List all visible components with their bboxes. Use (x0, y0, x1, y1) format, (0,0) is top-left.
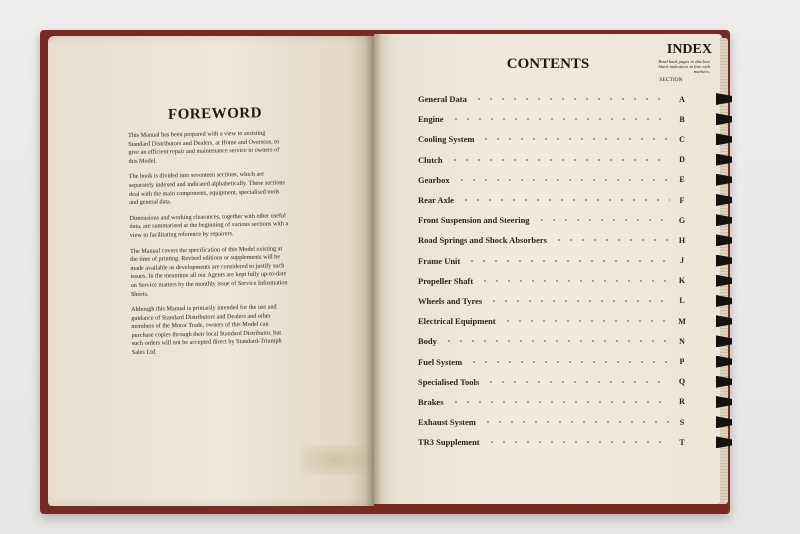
contents-item-section-letter: G (678, 215, 686, 225)
contents-item (418, 271, 688, 291)
contents-item-section-letter: N (679, 336, 685, 346)
dot-leader (486, 438, 670, 446)
contents-list (418, 89, 688, 452)
contents-item-section-letter: A (679, 94, 685, 104)
contents-item-title: Rear Axle (418, 195, 454, 206)
dot-leader (473, 95, 670, 103)
dot-leader (466, 257, 670, 265)
contents-item (418, 251, 688, 271)
contents-item-section-letter: K (678, 276, 686, 286)
contents-item-section-letter: B (679, 114, 685, 124)
contents-item-section-letter: D (679, 155, 685, 165)
contents-item (418, 392, 688, 412)
dot-leader (488, 297, 670, 305)
dot-leader (479, 277, 670, 285)
contents-item-title: General Data (418, 94, 467, 105)
contents-item-section-letter: C (679, 134, 685, 144)
contents-item-title: Gearbox (418, 174, 450, 185)
contents-title: CONTENTS (506, 56, 590, 72)
contents-item (418, 150, 688, 170)
dot-leader (443, 337, 670, 345)
foreword-paragraph: Although this Manual is primarily intended for the use and guidance of Standard Distributors and Dealers and other members of the Motor Trade, owners of this Model can purchase copies through their local Standard Distributor, but such orders will not be accepted direct by Standard-Triumph Sales Ltd. (131, 303, 282, 357)
contents-item-section-letter: S (679, 417, 685, 427)
dot-leader (553, 236, 670, 244)
foreword-paragraph: The Manual covers the specification of this Model existing at the time of printing. Revised editions or supplements will be made available as developments are considered to justify such issues. In the meantime all our Agents are kept fully up-to-date on Service matters by the monthly issue of Service Information Sheets. (130, 244, 288, 298)
contents-item-title: Exhaust System (418, 417, 476, 428)
dot-leader (449, 156, 670, 164)
contents-item-title: Front Suspension and Steering (418, 215, 530, 226)
contents-item-section-letter: J (680, 256, 684, 266)
foreword-paragraph: The book is divided into seventeen sections, which are separately indexed and indicated alphabetically. These sections deal with the main components, equipment, specialised tools and general data. (128, 171, 285, 207)
contents-item (418, 89, 688, 109)
contents-item (418, 210, 688, 230)
contents-item (418, 432, 688, 452)
index-title: INDEX (666, 42, 712, 57)
page-stain (300, 445, 370, 475)
contents-item (418, 230, 688, 250)
foreword-paragraph: This Manual has been prepared with a view to assisting Standard Distributors and Dealers, at Home and Overseas, to give an efficient repair and maintenance service to owners of this Model. (128, 129, 280, 165)
contents-item-title: Fuel System (418, 356, 463, 367)
contents-item (418, 331, 688, 351)
contents-item-section-letter: L (679, 296, 685, 306)
contents-item-title: Body (418, 336, 437, 347)
contents-item-title: Wheels and Tyres (418, 295, 483, 306)
contents-item-title: Brakes (418, 396, 444, 407)
contents-item (418, 351, 688, 371)
dot-leader (536, 216, 670, 224)
dot-leader (460, 196, 670, 204)
dot-leader (485, 378, 670, 386)
contents-item (418, 109, 688, 129)
dot-leader (456, 176, 670, 184)
contents-item-title: Clutch (418, 154, 443, 165)
foreword-paragraph: Dimensions and working clearances, together with other useful data, are summarised at the beginning of various sections with a view to facilitating reference by repairers. (129, 212, 289, 239)
section-label: SECTION (659, 77, 683, 83)
contents-item-section-letter: F (679, 195, 685, 205)
index-note: Bend back pages to disclose black indicators in line with markers. (658, 59, 710, 75)
contents-item-section-letter: P (679, 357, 685, 367)
contents-item (418, 311, 688, 331)
contents-item-title: Specialised Tools (418, 376, 480, 387)
contents-item-section-letter: T (679, 437, 685, 447)
book-gutter (366, 34, 382, 506)
contents-item-title: TR3 Supplement (418, 437, 480, 448)
foreword-title: FOREWORD (167, 105, 263, 123)
contents-item-title: Propeller Shaft (418, 275, 474, 286)
contents-item (418, 291, 688, 311)
contents-item-title: Frame Unit (418, 255, 461, 266)
dot-leader (450, 115, 670, 123)
dot-leader (468, 358, 670, 366)
contents-item-title: Electrical Equipment (418, 316, 496, 327)
page-edge (720, 38, 728, 504)
foreword-body (128, 129, 292, 364)
dot-leader (480, 135, 670, 143)
contents-item (418, 412, 688, 432)
contents-item-section-letter: Q (678, 377, 686, 387)
contents-item (418, 129, 688, 149)
contents-item (418, 170, 688, 190)
dot-leader (450, 398, 671, 406)
dot-leader (502, 317, 670, 325)
contents-item (418, 372, 688, 392)
contents-item-section-letter: R (679, 397, 685, 407)
contents-item-title: Road Springs and Shock Absorbers (418, 235, 547, 246)
contents-item-section-letter: M (678, 316, 686, 326)
contents-item-title: Engine (418, 114, 444, 125)
contents-item (418, 190, 688, 210)
dot-leader (482, 418, 670, 426)
contents-item-section-letter: H (678, 235, 686, 245)
contents-item-section-letter: E (679, 175, 685, 185)
contents-item-title: Cooling System (418, 134, 475, 145)
